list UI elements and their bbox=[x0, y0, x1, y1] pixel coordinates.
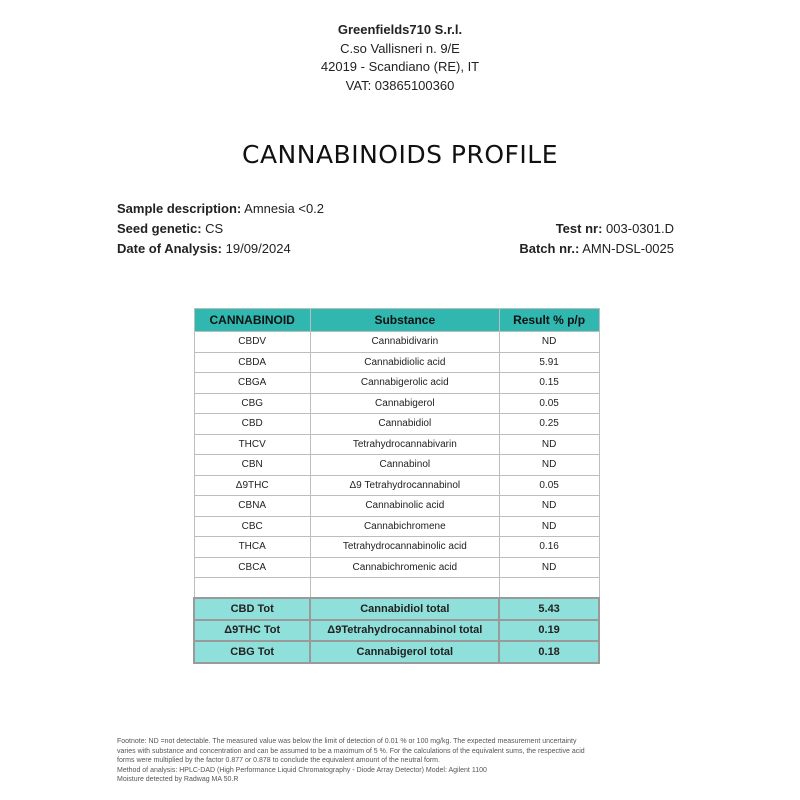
table-row bbox=[194, 557, 599, 578]
footnote bbox=[117, 737, 687, 785]
cannabinoid-cell: CBNA bbox=[194, 496, 310, 517]
sample-info bbox=[117, 199, 324, 259]
substance-cell: Cannabidiol bbox=[310, 414, 499, 435]
batch-number bbox=[519, 239, 674, 259]
header-cannabinoid: CANNABINOID bbox=[194, 309, 310, 332]
empty-cell bbox=[194, 578, 310, 599]
cannabinoid-table-container bbox=[193, 308, 600, 664]
table-row bbox=[194, 332, 599, 353]
substance-cell: Δ9 Tetrahydrocannabinol bbox=[310, 475, 499, 496]
date-of-analysis-value: 19/09/2024 bbox=[225, 241, 291, 256]
result-cell: ND bbox=[499, 557, 599, 578]
total-result-cell: 0.19 bbox=[499, 620, 599, 642]
total-cannabinoid-cell: CBG Tot bbox=[194, 641, 310, 663]
table-header-row bbox=[194, 309, 599, 332]
total-cannabinoid-cell: CBD Tot bbox=[194, 598, 310, 620]
test-number bbox=[519, 219, 674, 239]
table-row bbox=[194, 434, 599, 455]
company-name: Greenfields710 S.r.l. bbox=[337, 22, 463, 37]
date-of-analysis bbox=[117, 239, 324, 259]
substance-cell: Tetrahydrocannabinolic acid bbox=[310, 537, 499, 558]
result-cell: ND bbox=[499, 455, 599, 476]
cannabinoid-cell: CBCA bbox=[194, 557, 310, 578]
footnote-line: Footnote: ND =not detectable. The measured value was below the limit of detection of 0.01 % or 100 mg/kg. The expected measurement uncertainty bbox=[117, 738, 577, 745]
substance-cell: Cannabidivarin bbox=[310, 332, 499, 353]
cannabinoid-cell: CBDA bbox=[194, 352, 310, 373]
table-row bbox=[194, 414, 599, 435]
test-info bbox=[519, 219, 674, 259]
total-substance-cell: Δ9Tetrahydrocannabinol total bbox=[310, 620, 499, 642]
cannabinoid-cell: CBG bbox=[194, 393, 310, 414]
cannabinoid-cell: THCA bbox=[194, 537, 310, 558]
empty-cell bbox=[310, 578, 499, 599]
substance-cell: Cannabichromene bbox=[310, 516, 499, 537]
total-row-thc bbox=[194, 620, 599, 642]
result-cell: ND bbox=[499, 496, 599, 517]
total-cannabinoid-cell: Δ9THC Tot bbox=[194, 620, 310, 642]
date-of-analysis-label: Date of Analysis: bbox=[117, 241, 222, 256]
total-result-cell: 5.43 bbox=[499, 598, 599, 620]
cannabinoid-cell: CBN bbox=[194, 455, 310, 476]
header-result: Result % p/p bbox=[499, 309, 599, 332]
company-vat: VAT: 03865100360 bbox=[345, 77, 455, 93]
table-row bbox=[194, 373, 599, 394]
result-cell: 0.15 bbox=[499, 373, 599, 394]
sample-description-value: Amnesia <0.2 bbox=[244, 201, 325, 216]
sample-description bbox=[117, 199, 324, 219]
header-substance: Substance bbox=[310, 309, 499, 332]
substance-cell: Cannabidiolic acid bbox=[310, 352, 499, 373]
cannabinoid-cell: CBGA bbox=[194, 373, 310, 394]
result-cell: 0.05 bbox=[499, 393, 599, 414]
footnote-method: Method of analysis: HPLC-DAD (High Performance Liquid Chromatography - Diode Array Detector) Model: Agilent 1100 bbox=[117, 766, 487, 774]
page-title: CANNABINOIDS PROFILE bbox=[241, 140, 558, 169]
sample-description-label: Sample description: bbox=[117, 201, 242, 216]
seed-genetic bbox=[117, 219, 324, 239]
result-cell: ND bbox=[499, 332, 599, 353]
substance-cell: Cannabigerolic acid bbox=[310, 373, 499, 394]
table-row bbox=[194, 516, 599, 537]
substance-cell: Cannabinol bbox=[310, 455, 499, 476]
substance-cell: Cannabinolic acid bbox=[310, 496, 499, 517]
footnote-line: varies with substance and concentration and can be assumed to be a maximum of 5 %. For the calculations of the equivalent sums, the respective acid bbox=[117, 747, 585, 755]
cannabinoid-cell: CBD bbox=[194, 414, 310, 435]
table-row bbox=[194, 475, 599, 496]
footnote-moisture: Moisture detected by Radwag MA 50.R bbox=[117, 776, 239, 784]
empty-cell bbox=[499, 578, 599, 599]
cannabinoid-cell: CBDV bbox=[194, 332, 310, 353]
test-number-value: 003-0301.D bbox=[606, 221, 674, 236]
total-row-cbd bbox=[194, 598, 599, 620]
footnote-line: forms were multiplied by the factor 0.877 or 0.878 to conclude the equivalent amount of the neutral form. bbox=[117, 757, 440, 765]
cannabinoid-cell: Δ9THC bbox=[194, 475, 310, 496]
total-row-cbg bbox=[194, 641, 599, 663]
result-cell: ND bbox=[499, 434, 599, 455]
substance-cell: Cannabigerol bbox=[310, 393, 499, 414]
company-address-line-2: 42019 - Scandiano (RE), IT bbox=[320, 59, 480, 74]
cannabinoid-table bbox=[193, 308, 600, 664]
total-result-cell: 0.18 bbox=[499, 641, 599, 663]
table-row bbox=[194, 455, 599, 476]
empty-row bbox=[194, 578, 599, 599]
cannabinoid-cell: CBC bbox=[194, 516, 310, 537]
company-header bbox=[0, 21, 800, 95]
table-row bbox=[194, 352, 599, 373]
seed-genetic-label: Seed genetic: bbox=[117, 221, 202, 236]
cannabinoid-cell: THCV bbox=[194, 434, 310, 455]
result-cell: 5.91 bbox=[499, 352, 599, 373]
batch-number-label: Batch nr.: bbox=[519, 241, 580, 256]
seed-genetic-value: CS bbox=[205, 221, 224, 236]
total-substance-cell: Cannabidiol total bbox=[310, 598, 499, 620]
total-substance-cell: Cannabigerol total bbox=[310, 641, 499, 663]
test-number-label: Test nr: bbox=[555, 221, 603, 236]
result-cell: 0.05 bbox=[499, 475, 599, 496]
table-row bbox=[194, 393, 599, 414]
substance-cell: Tetrahydrocannabivarin bbox=[310, 434, 499, 455]
company-address-line-1: C.so Vallisneri n. 9/E bbox=[340, 40, 460, 56]
result-cell: 0.16 bbox=[499, 537, 599, 558]
table-row bbox=[194, 537, 599, 558]
table-row bbox=[194, 496, 599, 517]
batch-number-value: AMN-DSL-0025 bbox=[582, 241, 674, 256]
substance-cell: Cannabichromenic acid bbox=[310, 557, 499, 578]
result-cell: 0.25 bbox=[499, 414, 599, 435]
result-cell: ND bbox=[499, 516, 599, 537]
